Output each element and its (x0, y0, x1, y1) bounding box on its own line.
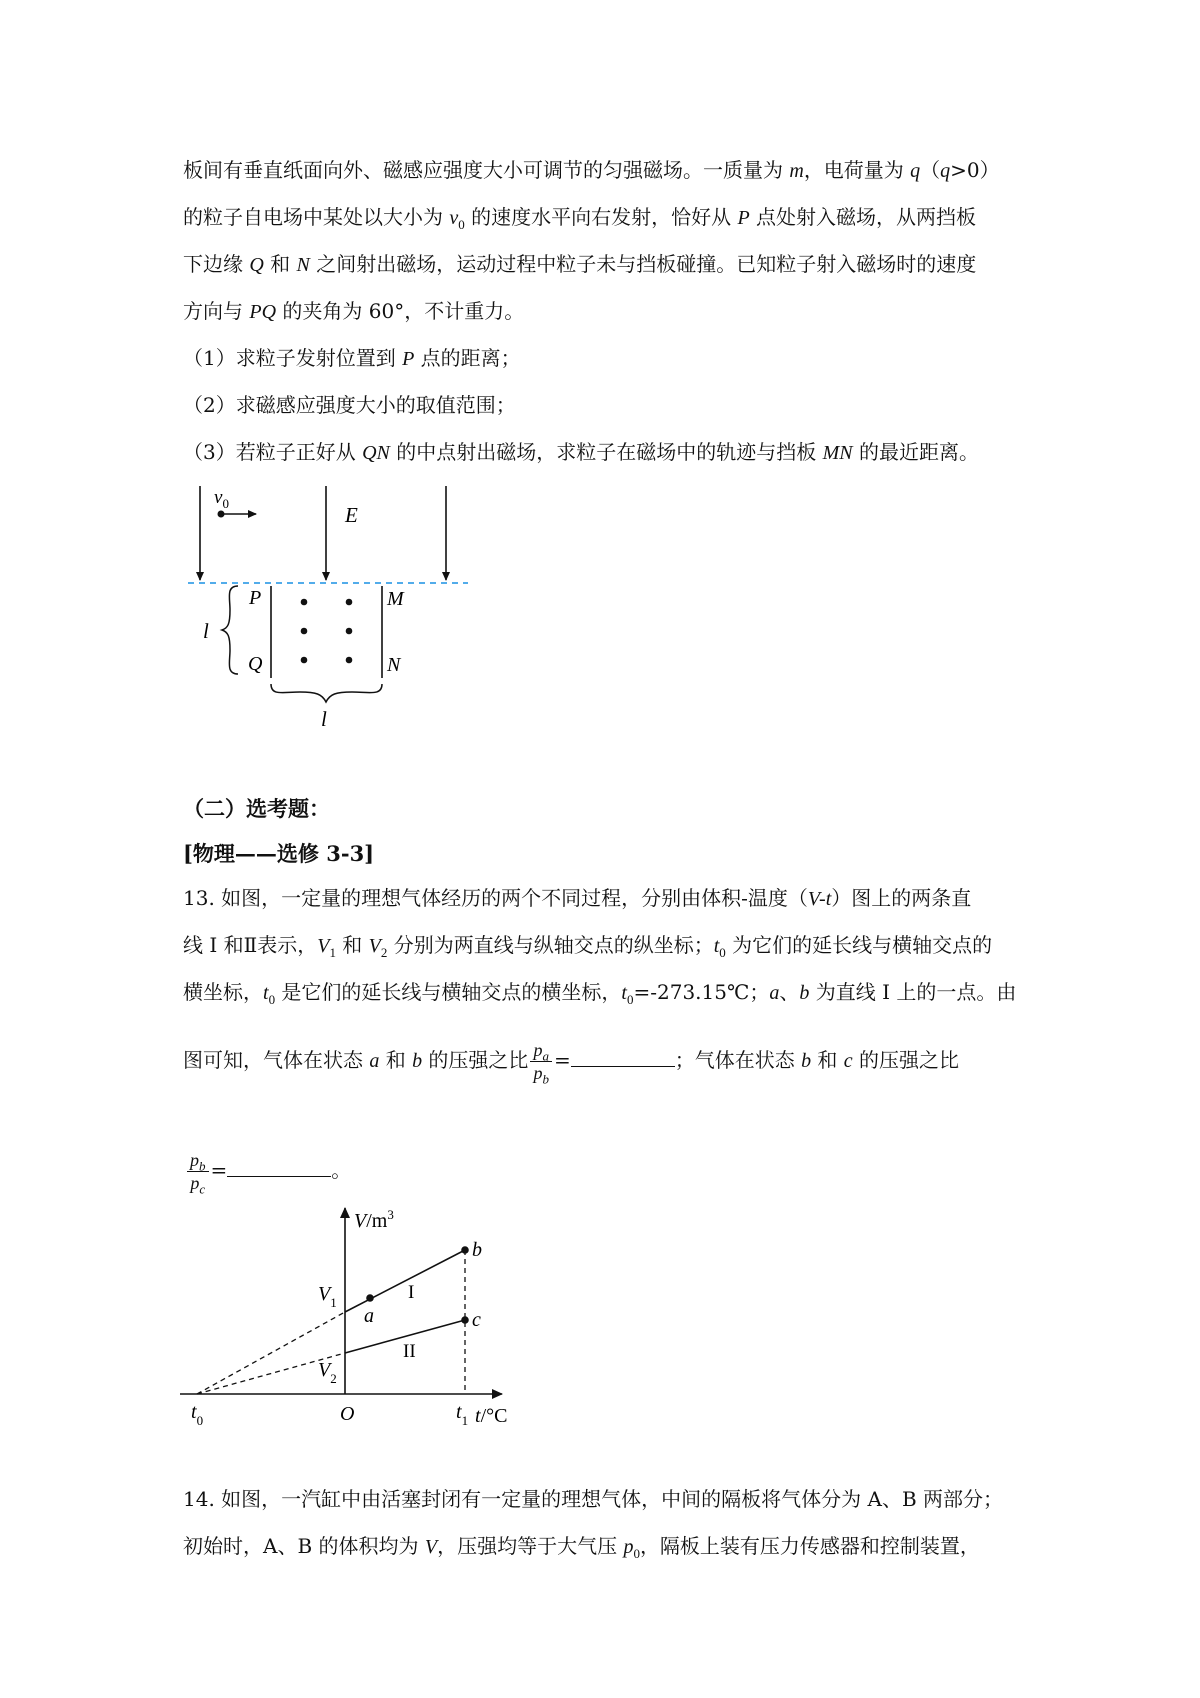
magnetic-field-dots (301, 599, 353, 664)
q13-line-2: 线 I 和Ⅱ表示，$V_1$ 和 $V_2$ 分别为两直线与纵轴交点的纵坐标；$t_0$ 为它们的延长线与横轴交点的 (183, 933, 993, 960)
q12-subquestion-2: （2）求磁感应强度大小的取值范围； (183, 393, 516, 417)
q12-line-3: 下边缘 Q 和 N 之间射出磁场，运动过程中粒子未与挡板碰撞。已知粒子射入磁场时的速度 (183, 252, 977, 276)
q13-line-4: 图可知，气体在状态 a 和 b 的压强之比 $\frac{p_a}{p_b}$ = ；气体在状态 b 和 c 的压强之比 (183, 1040, 960, 1087)
section-heading: （二）选考题： (183, 796, 330, 821)
q12-line-4: 方向与 PQ 的夹角为 60°，不计重力。 (183, 299, 525, 323)
q14-line-1: 14. 如图，一汽缸中由活塞封闭有一定量的理想气体，中间的隔板将气体分为 A、B 两部分； (183, 1487, 1004, 1511)
line-I-extension (197, 1312, 345, 1394)
q13-line-1: 13. 如图，一定量的理想气体经历的两个不同过程，分别由体积-温度（V-t）图上的两条直 (183, 886, 972, 910)
pressure-ratio-bc: $\frac{p_b}{p_c}$ (187, 1150, 209, 1193)
velocity-label: $v_0$ (214, 487, 229, 511)
V1-label: $V_1$ (318, 1283, 337, 1310)
line-II-label: II (403, 1341, 416, 1362)
module-heading: [物理——选修 3-3] (183, 841, 375, 866)
label-l-left: l (203, 619, 209, 643)
q12-line-1: 板间有垂直纸面向外、磁感应强度大小可调节的匀强磁场。一质量为 m，电荷量为 q（q>0） (183, 158, 1000, 182)
point-c-label: c (472, 1309, 481, 1331)
q13-line-3: 横坐标，$t_0$ 是它们的延长线与横轴交点的横坐标，$t_0=-273.15℃$；a、b 为直线 I 上的一点。由 (183, 980, 1017, 1007)
left-brace (222, 586, 238, 674)
vt-graph (170, 1200, 540, 1440)
label-P: P (249, 587, 262, 609)
V2-label: $V_2$ (318, 1359, 337, 1386)
point-c (461, 1316, 469, 1324)
bottom-brace (271, 684, 382, 702)
q12-field-figure (170, 478, 490, 738)
v-axis-label: $V/m^3$ (354, 1207, 394, 1232)
q14-line-2: 初始时，A、B 的体积均为 V，压强均等于大气压 $p_0$，隔板上装有压力传感器和控制装置， (183, 1534, 980, 1561)
field-label-E: E (345, 503, 358, 527)
line-I-label: I (408, 1282, 415, 1303)
t0-label: $t_0$ (191, 1401, 204, 1428)
t1-label: $t_1$ (456, 1401, 469, 1428)
line-I (345, 1250, 465, 1312)
pressure-ratio-ab: $\frac{p_a}{p_b}$ (530, 1040, 552, 1083)
label-l-bottom: l (321, 707, 327, 731)
label-Q: Q (248, 653, 263, 675)
point-b (461, 1246, 469, 1254)
answer-blank-2[interactable] (227, 1158, 331, 1177)
point-a (366, 1294, 374, 1302)
q12-subquestion-3: （3）若粒子正好从 QN 的中点射出磁场，求粒子在磁场中的轨迹与挡板 MN 的最近距离。 (183, 440, 979, 464)
answer-blank-1[interactable] (571, 1048, 675, 1067)
point-b-label: b (472, 1239, 482, 1261)
q12-subquestion-1: （1）求粒子发射位置到 P 点的距离； (183, 346, 521, 370)
origin-label: O (340, 1403, 355, 1425)
q13-line-5: $\frac{p_b}{p_c}$ = 。 (185, 1150, 351, 1193)
t-axis-label: t/°C (475, 1405, 508, 1427)
label-M: M (387, 588, 404, 610)
point-a-label: a (364, 1305, 374, 1327)
label-N: N (387, 654, 401, 676)
q12-line-2: 的粒子自电场中某处以大小为 $v_0$ 的速度水平向右发射，恰好从 P 点处射入磁场，从两挡板 (183, 205, 977, 232)
